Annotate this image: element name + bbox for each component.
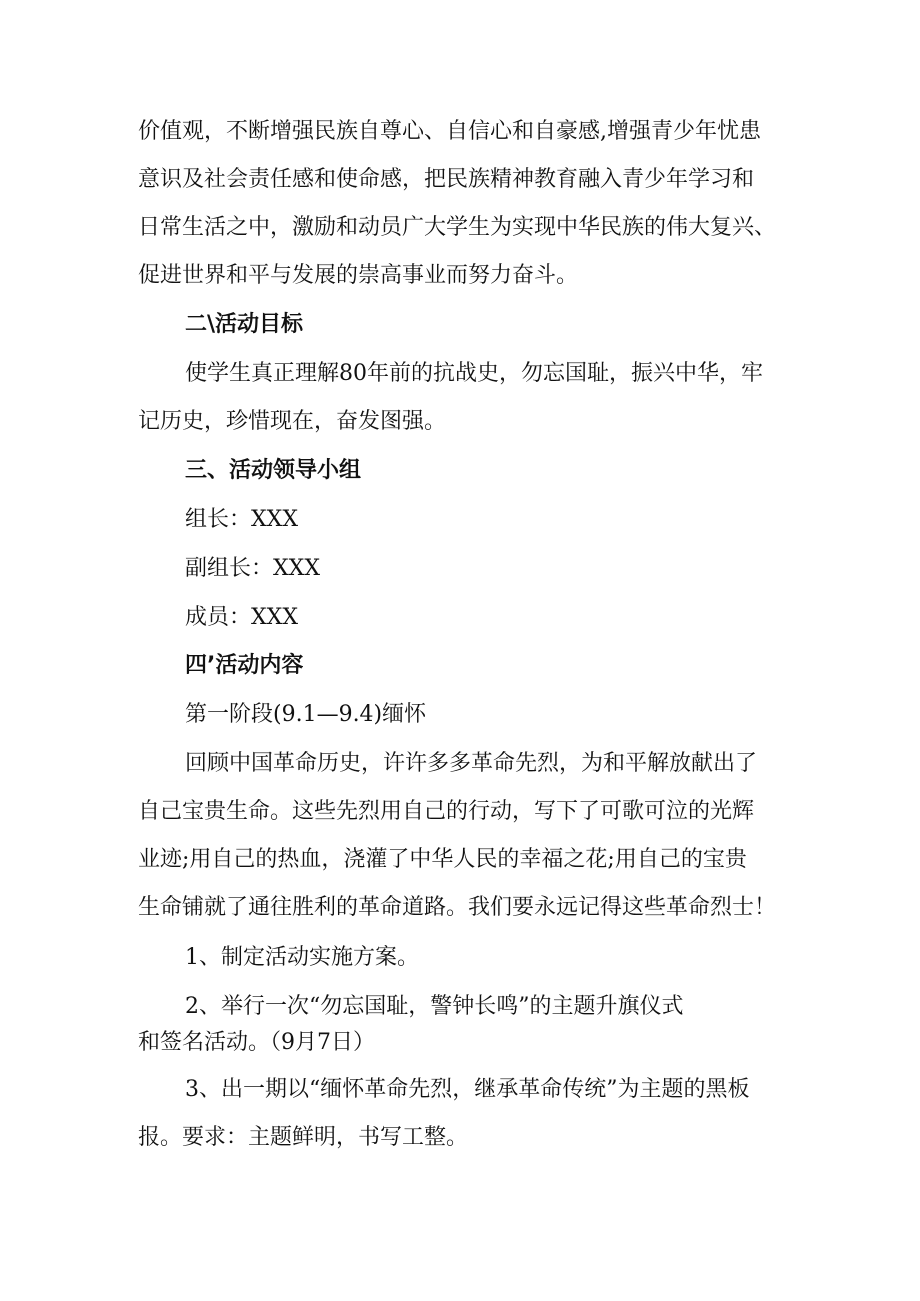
section2-line-1: 使学生真正理解80年前的抗战史，勿忘国耻，振兴中华，牢 [185, 361, 763, 386]
item-1: 1、制定活动实施方案。 [185, 945, 419, 970]
phase1-line-4: 生命铺就了通往胜利的革命道路。我们要永远记得这些革命烈士！ [138, 895, 777, 920]
leader-line: 组长：XXX [185, 507, 298, 532]
phase1-line-1: 回顾中国革命历史，许许多多革命先烈，为和平解放献出了 [185, 751, 758, 776]
members-line: 成员：XXX [185, 605, 298, 630]
intro-line-4: 促进世界和平与发展的崇高事业而努力奋斗。 [138, 263, 579, 288]
phase1-title: 第一阶段(9.1—9.4)缅怀 [185, 702, 427, 727]
phase1-line-2: 自己宝贵生命。这些先烈用自己的行动，写下了可歌可泣的光辉 [138, 799, 755, 824]
item-3-line-2: 报。要求：主题鲜明，书写工整。 [138, 1125, 469, 1150]
section4-heading: 四’活动内容 [185, 653, 304, 678]
item-2-line-1: 2、举行一次“勿忘国耻，警钟长鸣”的主题升旗仪式 [185, 994, 684, 1019]
intro-line-2: 意识及社会责任感和使命感，把民族精神教育融入青少年学习和 [138, 167, 755, 192]
intro-line-3: 日常生活之中，激励和动员广大学生为实现中华民族的伟大复兴、 [138, 215, 777, 240]
vice-leader-line: 副组长：XXX [185, 556, 320, 581]
intro-line-1: 价值观，不断增强民族自尊心、自信心和自豪感,增强青少年忧患 [138, 119, 761, 144]
section2-line-2: 记历史，珍惜现在，奋发图强。 [138, 409, 447, 434]
item-2-line-2: 和签名活动。（9月7日） [138, 1030, 375, 1055]
section2-heading: 二\活动目标 [185, 312, 304, 337]
item-3-line-1: 3、出一期以“缅怀革命先烈，继承革命传统”为主题的黑板 [185, 1077, 750, 1102]
phase1-line-3: 业迹;用自己的热血，浇灌了中华人民的幸福之花;用自己的宝贵 [138, 847, 747, 872]
section3-heading: 三、活动领导小组 [185, 458, 362, 483]
